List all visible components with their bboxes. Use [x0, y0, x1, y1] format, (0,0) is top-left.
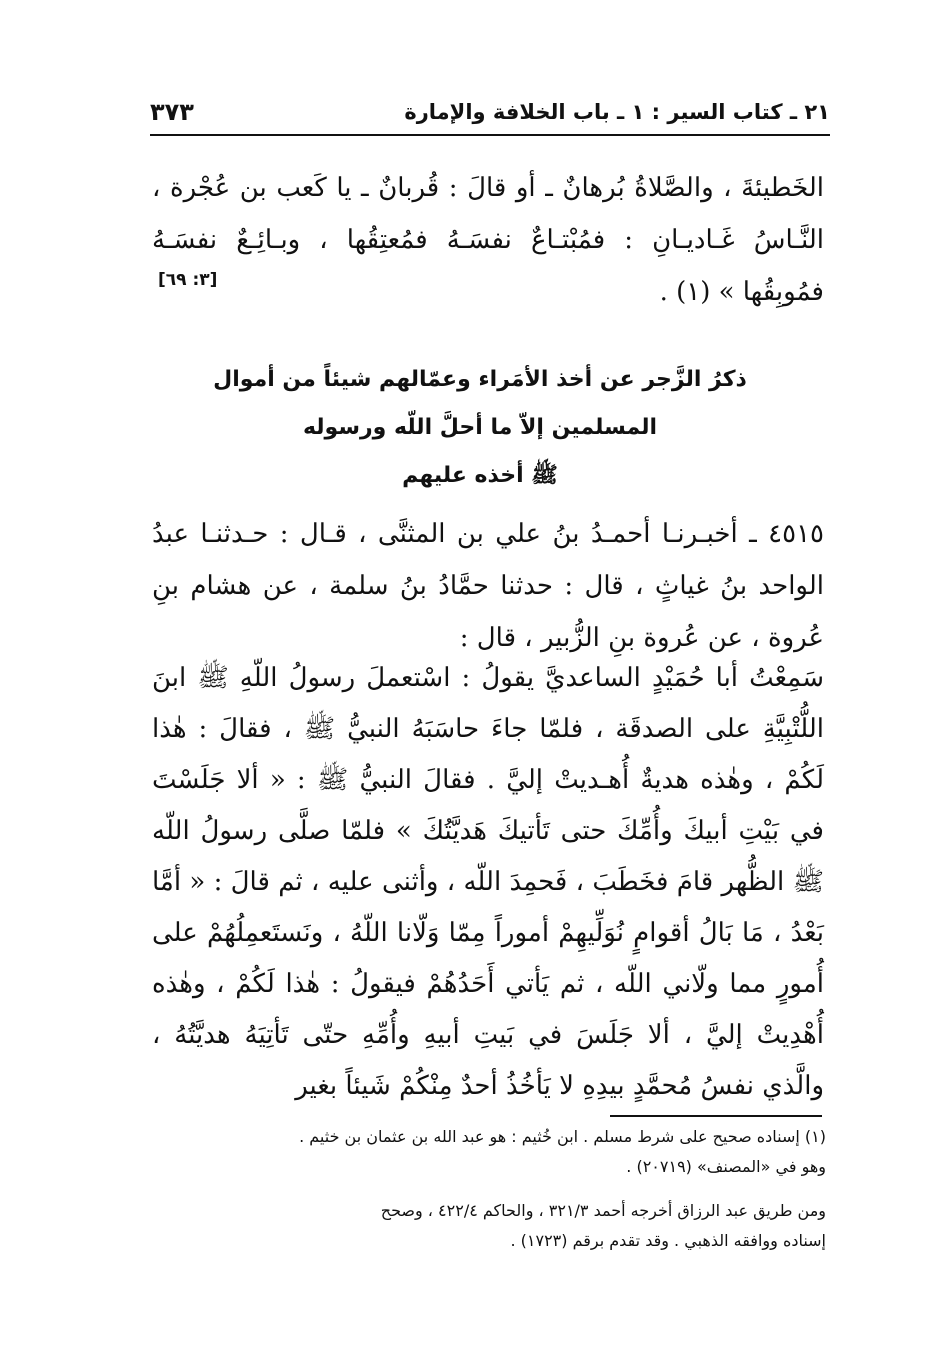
intro-paragraph: الخَطيئةَ ، والصَّلاةُ بُرهانٌ ـ أو قالَ : قُربانٌ ـ يا كَعب بن عُجْرة ، النَّـاسُ غَـاديـانِ : فمُبْتـاعٌ نفسَـهُ فمُعتِقُها ، وبـائِـعٌ نفسَـهُ فمُوبِقُها » (١) .	[152, 173, 824, 307]
hadith-paragraph: سَمِعْتُ أبا حُمَيْدٍ الساعديَّ يقولُ : اسْتعملَ رسولُ اللّهِ ﷺ ابنَ اللُّتْبِيَّةِ على الصدقَة ، فلمّا جاءَ حاسَبَهُ النبيُّ ﷺ ، فقالَ : هٰذا لَكُمْ ، وهٰذه هديةٌ أُهـديتْ إليَّ . فقالَ النبيُّ ﷺ : « ألا جَلَسْتَ في بَيْتِ أبيكَ وأُمِّكَ حتى تَأتيكَ هَديَّتُكَ » فلمّا صلَّى رسولُ اللّه ﷺ الظُّهر قامَ فخَطَبَ ، فَحمِدَ اللّه ، وأثنى عليه ، ثم قالَ : « أمَّا بَعْدُ ، مَا بَالُ أقوامٍ نُوَلِّيهِمْ أموراً مِمّا وَلّانا اللّهُ ، ونَستَعمِلُهُمْ على أُمورٍ مما ولّاني اللّه ، ثم يَأتي أَحَدُهُمْ فيقولُ : هٰذا لَكُمْ ، وهٰذه أُهْدِيتْ إليَّ ، ألا جَلَسَ في بَيتِ أبيهِ وأُمِّهِ حتّى تَأتِيَهُ هديَّتُهُ ، والَّذي نفسُ مُحمَّدٍ بيدِهِ لا يَأخُذُ أحدٌ مِنْكُمْ شَيئاً بغير	[152, 663, 824, 1101]
header-rule	[150, 134, 830, 136]
footnote-1-line-2: وهو في «المصنف» (٢٠٧١٩) .	[626, 1157, 826, 1176]
footnotes	[150, 1122, 826, 1270]
footnote-1	[150, 1122, 826, 1182]
chapter-title-line-2: المسلمين إلاّ ما أحلَّ اللّه ورسوله	[302, 415, 658, 440]
footnote-2	[150, 1196, 826, 1256]
footnote-2-line-1: ومن طريق عبد الرزاق أخرجه أحمد ٣٢١/٣ ، والحاكم ٤٢٢/٤ ، وصحح	[380, 1201, 826, 1220]
chapter-title-line-3: ﷺ أخذه عليهم	[402, 463, 558, 488]
chapter-title	[170, 356, 790, 500]
footnote-separator	[610, 1115, 822, 1117]
chapter-title-line-1: ذكرُ الزَّجر عن أخذ الأمَراء وعمّالهم شيئاً من أموال	[213, 367, 747, 392]
footnote-2-line-2: إسناده ووافقه الذهبي . وقد تقدم برقم (١٧٢٣) .	[510, 1231, 826, 1250]
isnad-paragraph: ٤٥١٥ ـ أخبـرنـا أحمـدُ بنُ علي بن المثنَّى ، قـال : حـدثنـا عبدُ الواحد بنُ غياثٍ ، قال : حدثنا حمَّادُ بنُ سلمة ، عن هشام بنِ عُروة ، عن عُروة بنِ الزُّبير ، قال :	[152, 519, 824, 653]
running-header	[150, 92, 830, 132]
source-reference: [٣: ٦٩]	[158, 270, 218, 290]
running-title: ٢١ ـ كتاب السير : ١ ـ باب الخلافة والإمارة	[404, 100, 830, 124]
page-number: ٣٧٣	[150, 98, 194, 126]
footnote-1-line-1: (١) إسناده صحيح على شرط مسلم . ابن خُثيم : هو عبد الله بن عثمان بن خثيم .	[299, 1127, 826, 1146]
